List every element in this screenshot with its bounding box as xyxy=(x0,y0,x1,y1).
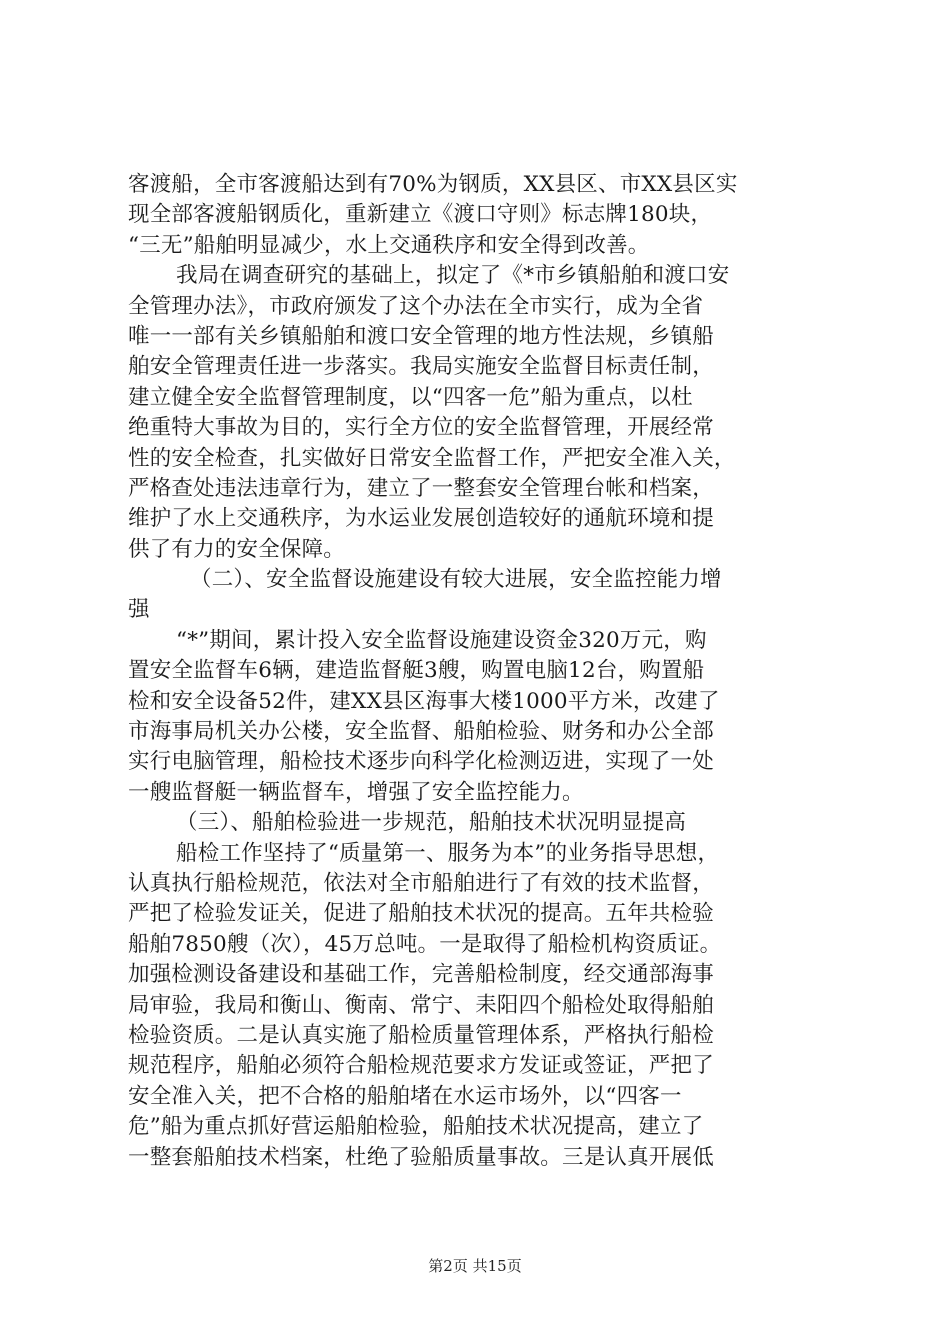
text-line: 现全部客渡船钢质化，重新建立《渡口守则》标志牌180块， xyxy=(128,202,713,228)
paragraph-start-line: 我局在调查研究的基础上，拟定了《*市乡镇船舶和渡口安 xyxy=(176,263,730,289)
text-line: 加强检测设备建设和基础工作，完善船检制度，经交通部海事 xyxy=(128,962,714,988)
text-line: 严把了检验发证关，促进了船舶技术状况的提高。五年共检验 xyxy=(128,901,714,927)
text-line: 认真执行船检规范，依法对全市船舶进行了有效的技术监督， xyxy=(128,870,714,896)
text-line: 危”船为重点抓好营运船舶检验，船舶技术状况提高，建立了 xyxy=(128,1114,704,1140)
section-heading-three: （三）、船舶检验进一步规范，船舶技术状况明显提高 xyxy=(176,810,687,836)
paragraph-start-line: 船检工作坚持了“质量第一、服务为本”的业务指导思想， xyxy=(176,840,720,866)
section-heading-two: （二）、安全监督设施建设有较大进展，安全监控能力增 xyxy=(190,567,722,593)
text-line: 局审验，我局和衡山、衡南、常宁、耒阳四个船检处取得船舶 xyxy=(128,992,714,1018)
text-line: 一整套船舶技术档案，杜绝了验船质量事故。三是认真开展低 xyxy=(128,1144,714,1170)
text-line: 绝重特大事故为目的，实行全方位的安全监督管理，开展经常 xyxy=(128,415,714,441)
text-line: 实行电脑管理，船检技术逐步向科学化检测迈进，实现了一处 xyxy=(128,749,714,775)
text-line: 一艘监督艇一辆监督车，增强了安全监控能力。 xyxy=(128,779,584,805)
text-line: 唯一一部有关乡镇船舶和渡口安全管理的地方性法规，乡镇船 xyxy=(128,323,714,349)
text-line: “三无”船舶明显减少，水上交通秩序和安全得到改善。 xyxy=(128,232,650,258)
text-line: 建立健全安全监督管理制度，以“四客一危”船为重点，以杜 xyxy=(128,384,693,410)
document-body xyxy=(128,170,828,1173)
text-line: 置安全监督车6辆，建造监督艇3艘，购置电脑12台，购置船 xyxy=(128,658,705,684)
text-line: 检验资质。二是认真实施了船检质量管理体系，严格执行船检 xyxy=(128,1022,714,1048)
text-line: 供了有力的安全保障。 xyxy=(128,536,346,562)
page-number-footer: 第2页 共15页 xyxy=(428,1257,522,1275)
text-line: 全管理办法》，市政府颁发了这个办法在全市实行，成为全省 xyxy=(128,293,704,319)
text-line: 市海事局机关办公楼，安全监督、船舶检验、财务和办公全部 xyxy=(128,719,714,745)
section-heading-two-cont: 强 xyxy=(128,597,150,623)
text-line: 船舶7850艘（次），45万总吨。一是取得了船检机构资质证。 xyxy=(128,931,722,957)
text-line: 严格查处违法违章行为，建立了一整套安全管理台帐和档案， xyxy=(128,475,714,501)
paragraph-start-line: “*”期间，累计投入安全监督设施建设资金320万元，购 xyxy=(176,627,707,653)
text-line: 检和安全设备52件，建XX县区海事大楼1000平方米，改建了 xyxy=(128,688,720,714)
text-line: 规范程序，船舶必须符合船检规范要求方发证或签证，严把了 xyxy=(128,1053,714,1079)
text-line: 客渡船，全市客渡船达到有70%为钢质，XX县区、市XX县区实 xyxy=(128,172,738,197)
text-line: 舶安全管理责任进一步落实。我局实施安全监督目标责任制， xyxy=(128,354,714,380)
text-line: 性的安全检查，扎实做好日常安全监督工作，严把安全准入关， xyxy=(128,445,736,471)
text-line: 维护了水上交通秩序，为水运业发展创造较好的通航环境和提 xyxy=(128,506,714,532)
text-line: 安全准入关，把不合格的船舶堵在水运市场外，以“四客一 xyxy=(128,1083,682,1109)
